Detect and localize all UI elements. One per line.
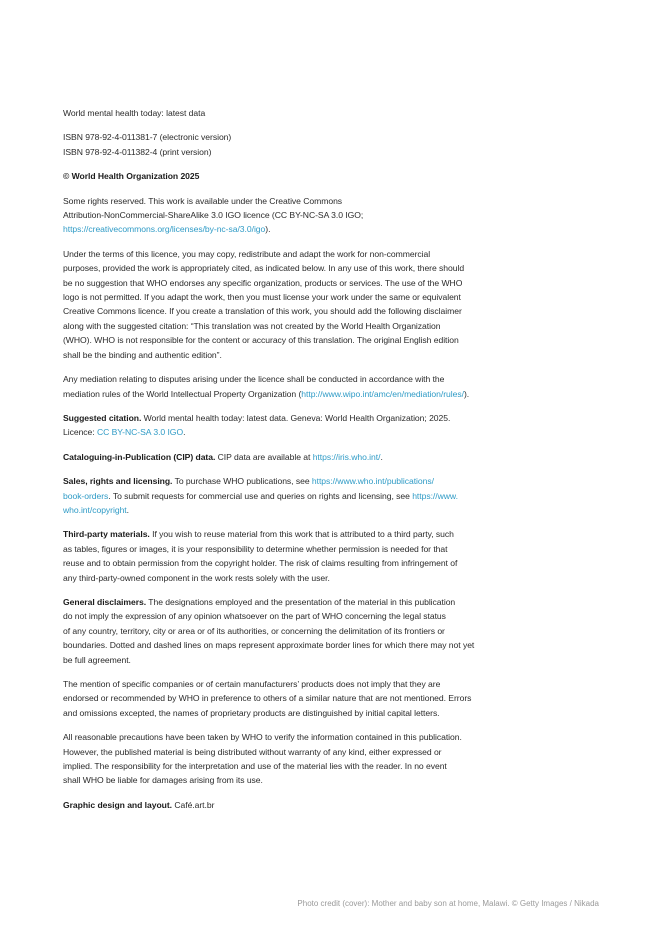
precautions-paragraph: All reasonable precautions have been taken by WHO to verify the information contained in this publication. However, the published material is being distributed without warranty of any kind, either expressed or implied. The responsibility for the interpretation and use of the material lies with the reader. In no event shall WHO be liable for damages arising from its use.	[63, 732, 462, 786]
design-credit: Graphic design and layout. Café.art.br	[63, 799, 215, 810]
general-disclaimers-paragraph: General disclaimers. The designations employed and the presentation of the material in this publication do not imply the expression of any opinion whatsoever on the part of WHO concerning the legal status of any country, territory, city or area or of its authorities, or concerning the delimitation of its frontiers or boundaries. Dotted and dashed lines on maps represent approximate border lines for which there may not yet be full agreement.	[63, 596, 475, 665]
iris-link[interactable]: https://iris.who.int/	[312, 451, 381, 462]
cip-paragraph: Cataloguing-in-Publication (CIP) data. CIP data are available at https://iris.who.int/.	[63, 451, 383, 462]
copyright-page	[63, 106, 513, 822]
citation-licence-link[interactable]: CC BY-NC-SA 3.0 IGO	[96, 427, 184, 438]
third-party-paragraph: Third-party materials. If you wish to reuse material from this work that is attributed to a third party, such as tables, figures or images, it is your responsibility to determine whether permission is needed for that reuse and to obtain permission from the copyright holder. The risk of claims resulting from infringement of any third-party-owned component in the work rests solely with the user.	[63, 529, 458, 583]
copyright-notice: © World Health Organization 2025	[63, 171, 200, 182]
photo-credit: Photo credit (cover): Mother and baby son at home, Malawi. © Getty Images / Nikada	[297, 899, 599, 908]
suggested-citation-paragraph: Suggested citation. World mental health today: latest data. Geneva: World Health Organization; 2025. Licence: CC BY-NC-SA 3.0 IGO.	[63, 412, 451, 438]
copyright-link[interactable]: https://www. who.int/copyright	[63, 490, 458, 515]
isbn-print: ISBN 978-92-4-011382-4 (print version)	[63, 146, 212, 157]
book-orders-link[interactable]: https://www.who.int/publications/ book-orders	[63, 476, 434, 501]
isbn-block	[63, 130, 513, 159]
creative-commons-link[interactable]: https://creativecommons.org/licenses/by-nc-sa/3.0/igo	[63, 224, 266, 235]
document-title: World mental health today: latest data	[63, 108, 206, 118]
sales-paragraph: Sales, rights and licensing. To purchase WHO publications, see https://www.who.int/publications/ book-orders. To submit requests for commercial use and queries on rights and licensing, see https://www. who.int/copyright.	[63, 476, 458, 515]
mediation-paragraph: Any mediation relating to disputes arising under the licence shall be conducted in accordance with the mediation rules of the World Intellectual Property Organization (http://www.wipo.int/amc/en/mediation/rules/).	[63, 374, 470, 399]
rights-paragraph: Some rights reserved. This work is available under the Creative Commons Attribution-NonCommercial-ShareAlike 3.0 IGO licence (CC BY-NC-SA 3.0 IGO; https://creativecommons.org/licenses/by-nc-sa/3.0/igo).	[63, 195, 364, 235]
mention-paragraph: The mention of specific companies or of certain manufacturers’ products does not imply that they are endorsed or recommended by WHO in preference to others of a similar nature that are not mentioned. Errors and omissions excepted, the names of proprietary products are distinguished by initial capital letters.	[63, 679, 472, 718]
wipo-mediation-link[interactable]: http://www.wipo.int/amc/en/mediation/rules/	[301, 388, 464, 399]
isbn-electronic: ISBN 978-92-4-011381-7 (electronic version)	[63, 132, 232, 143]
licence-terms-paragraph: Under the terms of this licence, you may copy, redistribute and adapt the work for non-commercial purposes, provided the work is appropriately cited, as indicated below. In any use of this work, there should be no suggestion that WHO endorses any specific organization, products or services. The use of the WHO logo is not permitted. If you adapt the work, then you must license your work under the same or equivalent Creative Commons licence. If you create a translation of this work, you should add the following disclaimer along with the suggested citation: “This translation was not created by the World Health Organization (WHO). WHO is not responsible for the content or accuracy of this translation. The original English edition shall be the binding and authentic edition”.	[63, 248, 465, 360]
